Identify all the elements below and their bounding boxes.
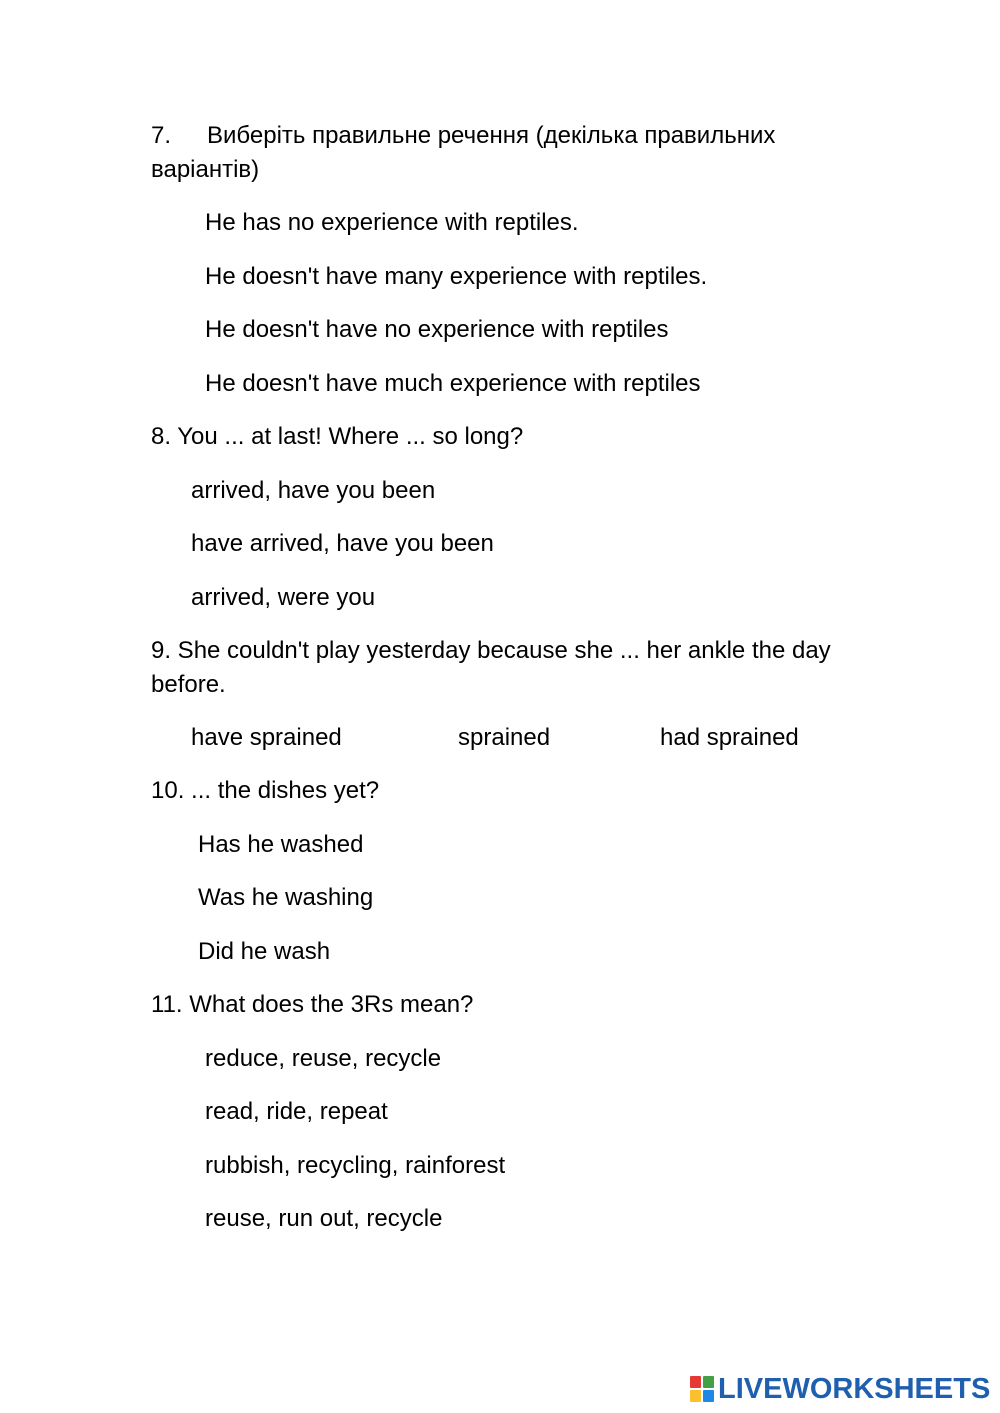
q9-option-1[interactable]: have sprained [191, 724, 342, 751]
q11-option-3[interactable]: rubbish, recycling, rainforest [205, 1152, 506, 1179]
q11-option-2[interactable]: read, ride, repeat [205, 1098, 388, 1125]
q8-option-1[interactable]: arrived, have you been [191, 477, 436, 504]
q10-option-3[interactable]: Did he wash [198, 938, 331, 965]
question-7-number: 7. [151, 122, 172, 149]
q10-option-2[interactable]: Was he washing [198, 884, 374, 911]
q7-option-4[interactable]: He doesn't have much experience with reptiles [205, 370, 701, 397]
q9-option-3[interactable]: had sprained [660, 724, 799, 751]
question-10-text: 10. ... the dishes yet? [151, 777, 380, 804]
q11-option-4[interactable]: reuse, run out, recycle [205, 1205, 443, 1232]
question-7-line1 [151, 122, 775, 150]
q11-option-1[interactable]: reduce, reuse, recycle [205, 1045, 442, 1072]
q9-option-2[interactable]: sprained [458, 724, 551, 751]
q7-option-1[interactable]: He has no experience with reptiles. [205, 209, 579, 236]
liveworksheets-logo-icon [690, 1376, 714, 1402]
q8-option-3[interactable]: arrived, were you [191, 584, 376, 611]
logo-square-2 [703, 1376, 714, 1388]
logo-square-1 [690, 1376, 701, 1388]
q7-option-2[interactable]: He doesn't have many experience with reptiles. [205, 263, 708, 290]
logo-square-3 [690, 1390, 701, 1402]
q10-option-1[interactable]: Has he washed [198, 831, 364, 858]
logo-square-4 [703, 1390, 714, 1402]
q8-option-2[interactable]: have arrived, have you been [191, 530, 494, 557]
liveworksheets-logo [690, 1373, 990, 1405]
question-7-text: Виберіть правильне речення (декілька правильних [207, 122, 776, 149]
question-9-line2: before. [151, 671, 226, 698]
question-9-line1: 9. She couldn't play yesterday because she ... her ankle the day [151, 637, 831, 664]
question-8-text: 8. You ... at last! Where ... so long? [151, 423, 524, 450]
question-7-line2: варіантів) [151, 156, 260, 183]
liveworksheets-logo-text: LIVEWORKSHEETS [718, 1372, 991, 1405]
q7-option-3[interactable]: He doesn't have no experience with reptiles [205, 316, 669, 343]
question-11-text: 11. What does the 3Rs mean? [151, 991, 474, 1018]
